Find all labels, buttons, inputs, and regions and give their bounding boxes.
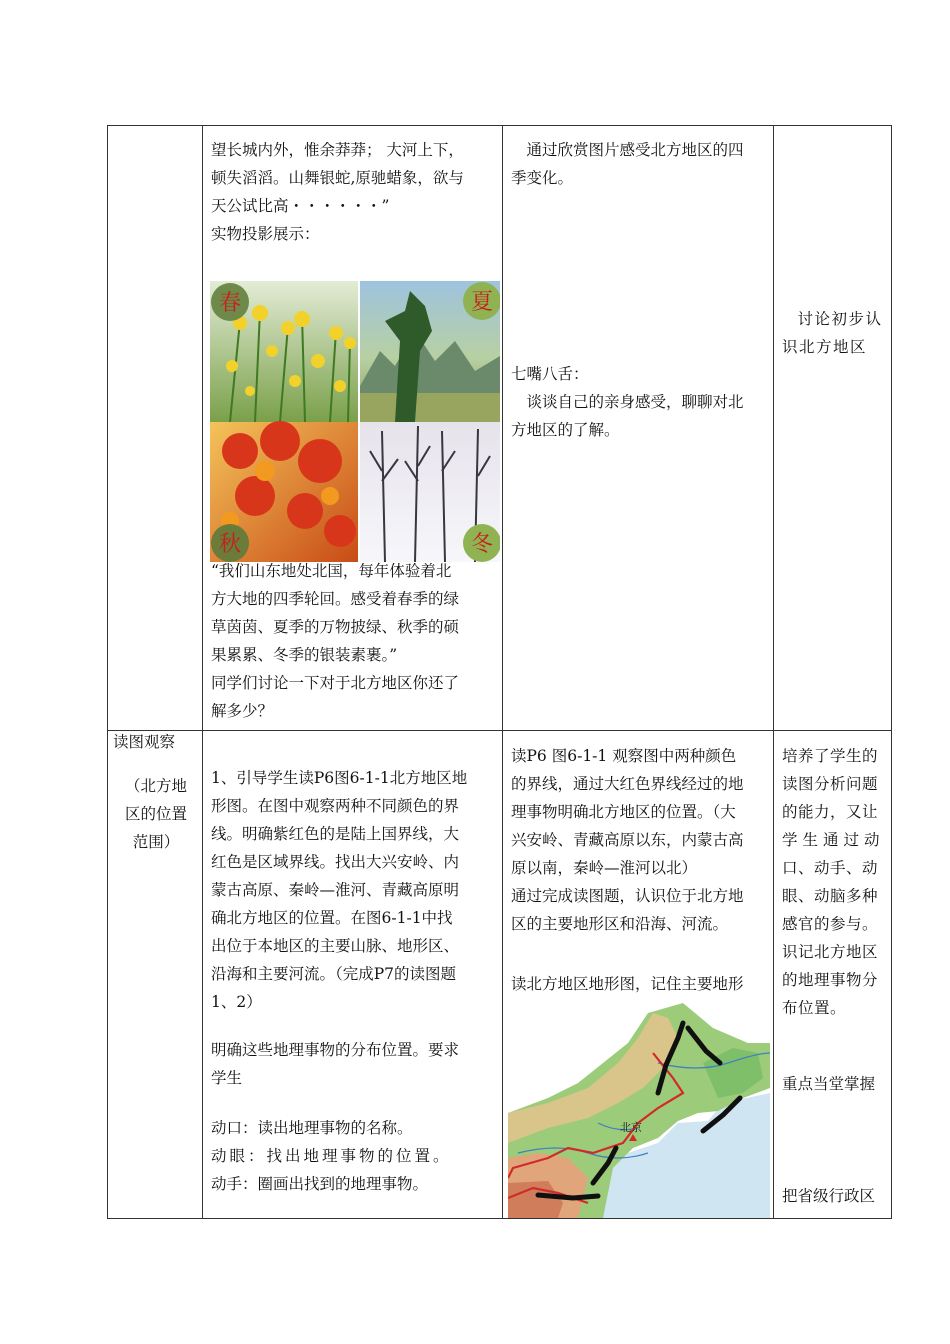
guide-line: 形图。在图中观察两种不同颜色的界 <box>211 797 460 815</box>
season-label-summer: 夏 <box>470 290 494 315</box>
activity-line: 识北方地区 <box>782 338 868 356</box>
quote-line: “我们山东地处北国，每年体验着北 <box>211 562 452 580</box>
goal-line: 培养了学生的 <box>782 747 879 765</box>
read-line: 原以南，秦岭—淮河以北） <box>511 859 698 877</box>
guide-line: 出位于本地区的主要山脉、地形区、 <box>211 937 460 955</box>
activity-note <box>782 305 886 361</box>
action-block <box>211 1114 497 1198</box>
four-seasons-photo <box>210 281 500 562</box>
talk-block <box>511 360 767 444</box>
read-line: 读P6 图6-1-1 观察图中两种颜色 <box>511 747 737 765</box>
north-china-terrain-map <box>508 1003 770 1218</box>
goal-line: 的地理事物分 <box>782 971 879 989</box>
goal-line: 布位置。 <box>782 999 847 1017</box>
last-line: 把省级行政区 <box>782 1187 876 1205</box>
talk-heading: 七嘴八舌： <box>511 365 589 383</box>
poem-line: 望长城内外，惟余莽莽； 大河上下， <box>211 141 464 159</box>
quote-line: 方大地的四季轮回。感受着春季的绿 <box>211 590 460 608</box>
read-line: 区的主要地形区和沿海、河流。 <box>511 915 729 933</box>
guide-line: 沿海和主要河流。（完成P7的读图题 <box>211 965 457 983</box>
guide-line: 1、引导学生读P6图6-1-1北方地区地 <box>211 769 468 787</box>
row-divider <box>108 730 891 731</box>
guide-line: 确北方地区的位置。在图6-1-1中找 <box>211 909 453 927</box>
quote-line: 草茵茵、夏季的万物披绿、秋季的硕 <box>211 618 460 636</box>
goal-line: 感官的参与。 <box>782 915 879 933</box>
read-block <box>511 742 769 938</box>
action-hand: 动手：圈画出找到的地理事物。 <box>211 1175 429 1193</box>
section-title-block <box>113 728 199 756</box>
section-subtitle-line: 范围） <box>132 833 180 851</box>
season-label-winter: 冬 <box>470 532 494 557</box>
action-eye: 动眼：找出地理事物的位置。 <box>211 1147 452 1165</box>
guide-line: 蒙古高原、秦岭—淮河、青藏高原明 <box>211 881 460 899</box>
feel-line: 通过欣赏图片感受北方地区的四 <box>526 141 744 159</box>
feel-line: 季变化。 <box>511 169 574 187</box>
read-line: 通过完成读图题，认识位于北方地 <box>511 887 744 905</box>
feel-block <box>511 136 767 192</box>
key-note <box>782 1070 886 1098</box>
quote-block <box>211 557 497 725</box>
section-title: 读图观察 <box>113 733 176 751</box>
poem-block <box>211 136 497 248</box>
poem-line: 天公试比高・・・・・・” <box>211 197 390 215</box>
key-line: 重点当堂掌握 <box>782 1075 876 1093</box>
quote-line: 果累累、冬季的银装素裹。” <box>211 646 398 664</box>
goal-block <box>782 742 886 1022</box>
read-line: 兴安岭、青藏高原以东，内蒙古高 <box>511 831 744 849</box>
goal-line: 学生通过动 <box>782 831 885 849</box>
guide-block <box>211 764 497 1016</box>
goal-line: 的能力，又让 <box>782 803 879 821</box>
talk-line: 谈谈自己的亲身感受，聊聊对北 <box>526 393 744 411</box>
section-subtitle-line: 区的位置 <box>124 805 187 823</box>
last-note <box>782 1182 886 1210</box>
read-line: 的界线，通过大红色界线经过的地 <box>511 775 744 793</box>
map-intro-line: 读北方地区地形图，记住主要地形 <box>511 975 744 993</box>
column-divider <box>773 126 774 1218</box>
column-divider <box>502 126 503 1218</box>
guide-line: 1、2） <box>211 993 262 1011</box>
action-mouth: 动口：读出地理事物的名称。 <box>211 1119 413 1137</box>
guide-line: 红色是区域界线。找出大兴安岭、内 <box>211 853 460 871</box>
goal-line: 眼、动脑多种 <box>782 887 879 905</box>
column-divider <box>202 126 203 1218</box>
discuss-line: 解多少？ <box>211 702 274 720</box>
discuss-line: 同学们讨论一下对于北方地区你还了 <box>211 674 460 692</box>
goal-line: 识记北方地区 <box>782 943 879 961</box>
map-label-beijing: 北京 <box>620 1121 642 1134</box>
projection-label: 实物投影展示： <box>211 225 320 243</box>
poem-line: 顿失滔滔。山舞银蛇,原驰蜡象，欲与 <box>211 169 464 187</box>
goal-line: 读图分析问题 <box>782 775 879 793</box>
goal-line: 口、动手、动 <box>782 859 879 877</box>
read-line: 理事物明确北方地区的位置。（大 <box>511 803 736 821</box>
map-intro <box>511 970 769 998</box>
guide-line: 线。明确紫红色的是陆上国界线，大 <box>211 825 460 843</box>
talk-line: 方地区的了解。 <box>511 421 620 439</box>
require-block <box>211 1036 497 1092</box>
section-subtitle <box>113 772 199 856</box>
season-label-autumn: 秋 <box>218 532 242 557</box>
require-line: 学生 <box>211 1069 243 1087</box>
season-label-spring: 春 <box>218 291 242 316</box>
activity-line: 讨论初步认 <box>797 310 883 328</box>
require-line: 明确这些地理事物的分布位置。要求 <box>211 1041 460 1059</box>
section-subtitle-line: （北方地 <box>124 777 187 795</box>
